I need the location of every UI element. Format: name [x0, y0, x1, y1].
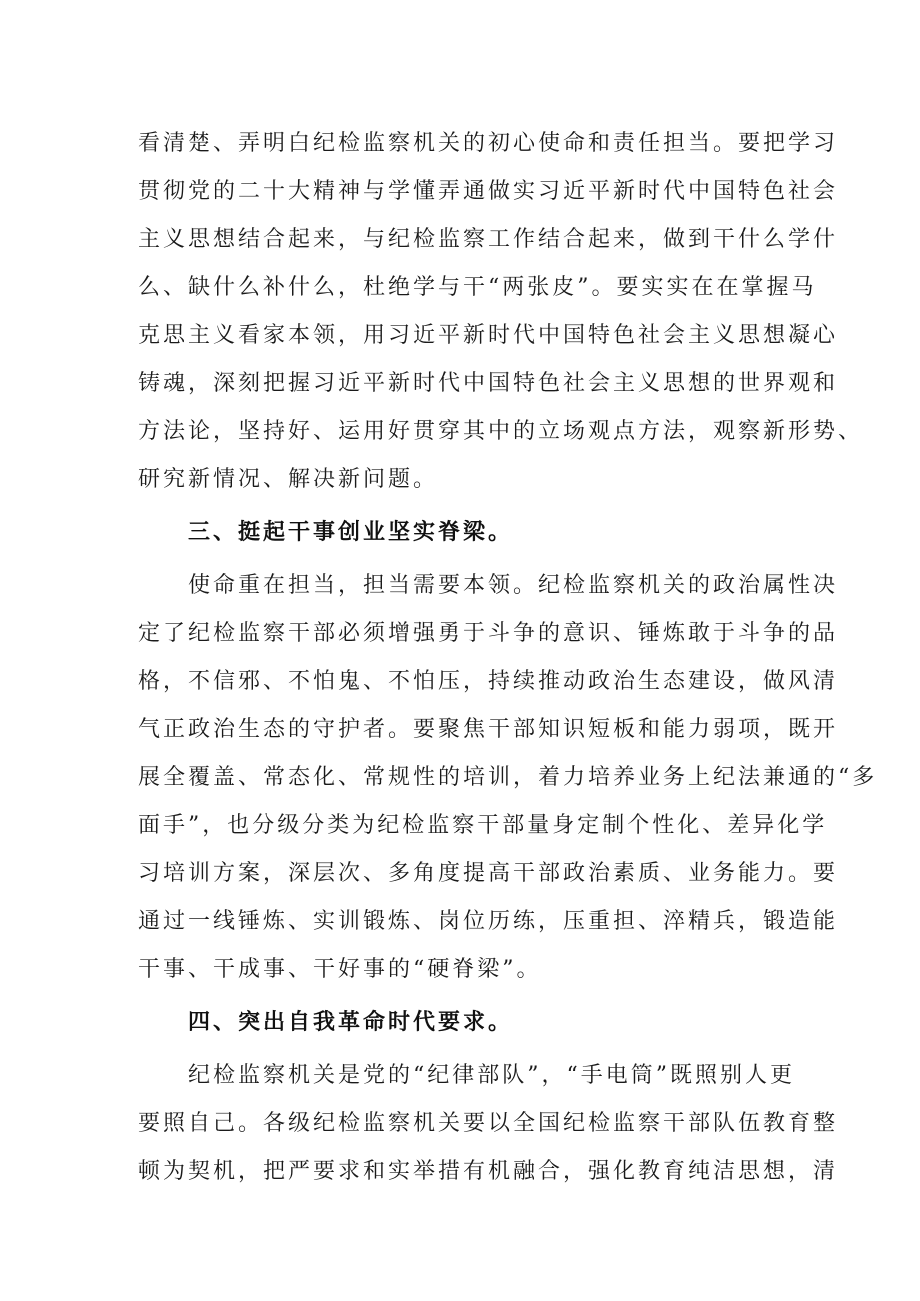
text-line: 格，不信邪、不怕鬼、不怕压，持续推动政治生态建设，做风清	[138, 669, 839, 694]
text-line: 贯彻党的二十大精神与学懂弄通做实习近平新时代中国特色社会	[138, 179, 839, 204]
text-line: 习培训方案，深层次、多角度提高干部政治素质、业务能力。要	[138, 861, 839, 886]
text-line: 纪检监察机关是党的“纪律部队”，“手电筒”既照别人更	[188, 1063, 795, 1088]
text-line: 铸魂，深刻把握习近平新时代中国特色社会主义思想的世界观和	[138, 371, 839, 396]
text-line: 主义思想结合起来，与纪检监察工作结合起来，做到干什么学什	[138, 227, 839, 252]
text-line: 干事、干成事、干好事的“硬脊梁”。	[138, 957, 542, 982]
text-line: 要照自己。各级纪检监察机关要以全国纪检监察干部队伍教育整	[138, 1111, 839, 1136]
text-line: 看清楚、弄明白纪检监察机关的初心使命和责任担当。要把学习	[138, 131, 839, 156]
text-line: 顿为契机，把严要求和实举措有机融合，强化教育纯洁思想，清	[138, 1159, 839, 1184]
text-line: 研究新情况、解决新问题。	[138, 467, 439, 492]
text-line: 气正政治生态的守护者。要聚焦干部知识短板和能力弱项，既开	[138, 717, 839, 742]
paragraph-section-3	[138, 562, 878, 994]
paragraph-section-4	[138, 1052, 839, 1196]
section-heading-3: 三、挺起干事创业坚实脊梁。	[188, 520, 514, 545]
paragraph-continuation	[138, 120, 864, 504]
text-line: 克思主义看家本领，用习近平新时代中国特色社会主义思想凝心	[138, 323, 839, 348]
text-line: 么、缺什么补什么，杜绝学与干“两张皮”。要实实在在掌握马	[138, 275, 817, 300]
text-line: 使命重在担当，担当需要本领。纪检监察机关的政治属性决	[188, 573, 839, 598]
text-line: 定了纪检监察干部必须增强勇于斗争的意识、锤炼敢于斗争的品	[138, 621, 839, 646]
document-body	[138, 120, 878, 1196]
text-line: 方法论，坚持好、运用好贯穿其中的立场观点方法，观察新形势、	[138, 419, 864, 444]
text-line: 展全覆盖、常态化、常规性的培训，着力培养业务上纪法兼通的“多	[138, 765, 878, 790]
text-line: 面手”，也分级分类为纪检监察干部量身定制个性化、差异化学	[138, 813, 828, 838]
section-heading-4: 四、突出自我革命时代要求。	[188, 1010, 514, 1035]
text-line: 通过一线锤炼、实训锻炼、岗位历练，压重担、淬精兵，锻造能	[138, 909, 839, 934]
